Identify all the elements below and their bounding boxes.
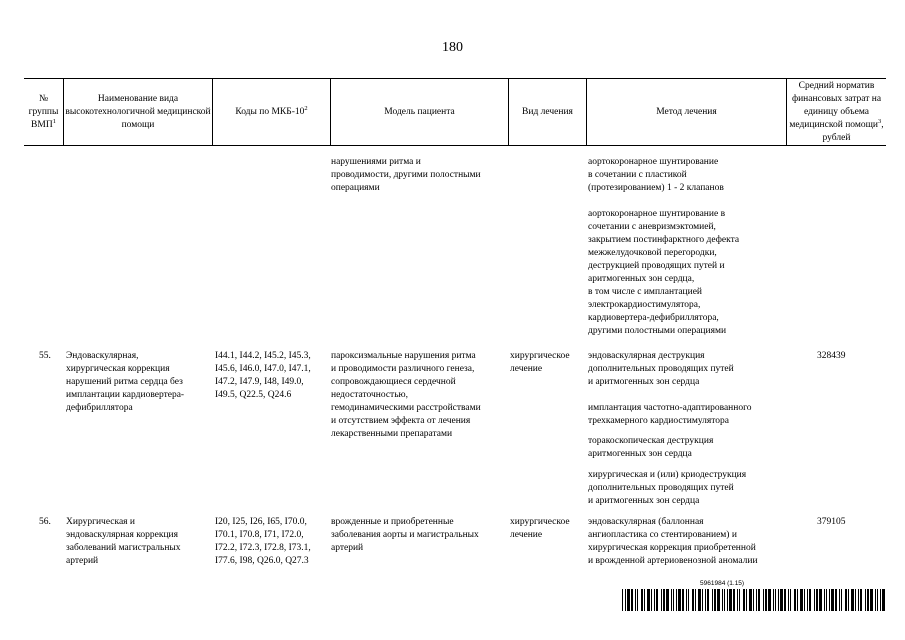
icd-codes: I44.1, I44.2, I45.2, I45.3, I45.6, I46.0, I47.0, I47.1, I47.2, I47.9, I48, I49.0, I49.5, Q22.5, Q24.6 [215,351,311,400]
header-cost-standard [787,79,886,145]
header-treatment-method-text: Метод лечения [656,106,717,117]
header-group-number-text: № группы ВМП [28,93,59,130]
header-group-number [24,79,63,145]
header-care-type-text: Наименование вида высокотехнологичной медицинской помощи [65,93,211,130]
group-number: 56. [39,517,51,527]
header-cost-standard-text: Средний норматив финансовых затрат на единицу объема медицинской помощи [789,80,882,130]
continuation-method: аортокоронарное шунтирование в сочетании с аневризмэктомией, закрытием постинфарктного дефекта межжелудочковой перегородки, деструкцией проводящих путей и аритмогенных зон сердца, в том числе с имплантацией электрокардиостимулятора, кардиовертера-дефибриллятора, другими полостными операциями [588,209,740,336]
care-type-name: Хирургическая и эндоваскулярная коррекция заболеваний магистральных артерий [66,517,181,566]
care-type-name: Эндоваскулярная, хирургическая коррекция нарушений ритма сердца без имплантации кардиовертера- дефибриллятора [66,351,185,413]
page-number: 180 [442,40,463,55]
group-number: 55. [39,351,51,361]
cost-value: 328439 [817,351,846,361]
treatment-type: хирургическое лечение [510,517,570,540]
header-icd-codes [213,79,330,145]
header-treatment-method [587,79,786,145]
barcode-image [622,589,886,611]
treatment-method: эндоваскулярная деструкция дополнительных проводящих путей и аритмогенных зон сердца [588,351,734,387]
treatment-method: имплантация частотно-адаптированного трехкамерного кардиостимулятора [588,403,752,426]
header-patient-model-text: Модель пациента [384,106,455,117]
header-bottom-rule [24,145,886,146]
treatment-method: торакоскопическая деструкция аритмогенных зон сердца [588,436,714,459]
continuation-method: аортокоронарное шунтирование в сочетании с пластикой (протезированием) 1 - 2 клапанов [588,157,724,193]
footnote-mark: 3 [878,117,882,125]
footnote-mark: 2 [304,104,308,112]
treatment-type: хирургическое лечение [510,351,570,374]
header-patient-model [331,79,508,145]
header-cost-suffix: , рублей [822,119,884,143]
icd-codes: I20, I25, I26, I65, I70.0, I70.1, I70.8, I71, I72.0, I72.2, I72.3, I72.8, I73.1, I77.6, I98, Q26.0, Q27.3 [215,517,311,566]
cost-value: 379105 [817,517,846,527]
continuation-patient-model: нарушениями ритма и проводимости, другими полостными операциями [331,157,481,193]
treatment-method: хирургическая и (или) криодеструкция дополнительных проводящих путей и аритмогенных зон сердца [588,470,747,506]
patient-model: пароксизмальные нарушения ритма и проводимости различного генеза, сопровождающиеся сердечной недостаточностью, гемодинамическими расстройствами и отсутствием эффекта от лечения лекарственными препаратами [331,351,481,439]
barcode-label: 5961984 (1.15) [700,580,745,587]
treatment-method: эндоваскулярная (баллонная ангиопластика со стентированием) и хирургическая коррекция приобретенной и врожденной артериовенозной аномалии [588,517,758,566]
header-care-type [64,79,212,145]
header-treatment-type-text: Вид лечения [522,106,573,117]
footnote-mark: 1 [52,117,56,125]
header-icd-codes-text: Коды по МКБ-10 [235,106,305,117]
header-treatment-type [509,79,586,145]
patient-model: врожденные и приобретенные заболевания аорты и магистральных артерий [331,517,479,553]
